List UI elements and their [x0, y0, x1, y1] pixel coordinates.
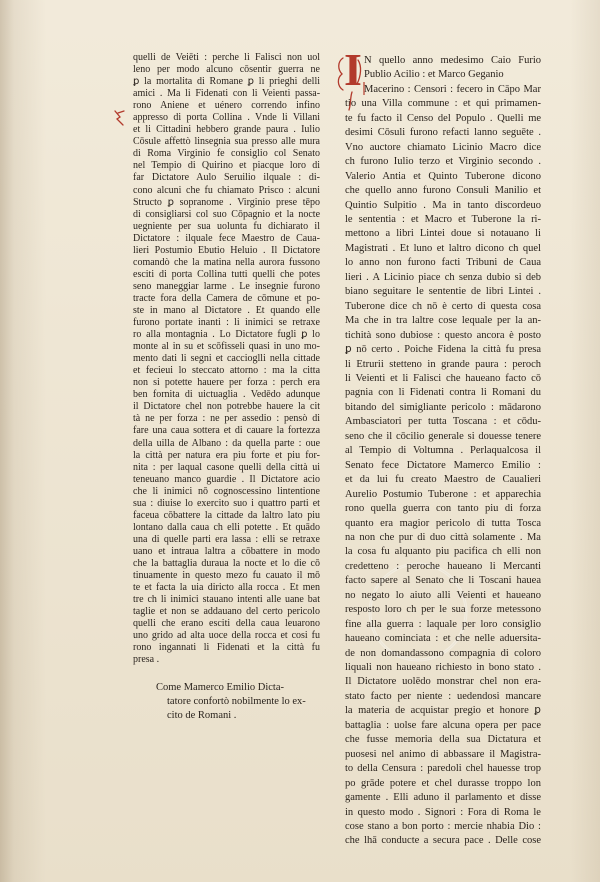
chapter-heading-line: Come Mamerco Emilio Dicta-: [156, 682, 285, 693]
text-line: teneuano manco guardie . Il Dictatore acio: [133, 473, 321, 485]
text-line: resposto loro ch per le sua forze metessono: [345, 604, 541, 616]
text-line: Il Dictatore uolēdo monstrar chel non era-: [345, 676, 541, 688]
text-line: la cosa fu alquanto piu pacifica ch elli non: [345, 546, 542, 558]
text-line: stato facto per niente : uedendosi mancare: [345, 690, 541, 702]
text-line: la città per natura era piu forte et piu for-: [133, 449, 320, 461]
text-line: rono quella guerra con tanto piu di forza: [345, 503, 541, 515]
text-line: faceua cōbattere la cittade da laltro lato piu: [133, 509, 320, 521]
text-line: la materia de acquistar pregio et honore ꝑ: [345, 705, 541, 717]
text-line: N quello anno medesimo Caio Furio: [364, 55, 542, 66]
text-line: che quello anno furono Consuli Manilio et: [345, 185, 541, 197]
text-line: ch furono Iulio terzo et Virginio secondo .: [345, 156, 542, 168]
text-line: Publio Acilio : et Marco Geganio: [364, 69, 504, 81]
text-line: le sententia : et Macro et Tuberone la ri-: [345, 213, 541, 225]
text-line: uano et intraua laltra a cōbattere in modo: [133, 545, 320, 557]
text-line: Ambasciatori per tutta Toscana : et cōdu-: [345, 416, 542, 428]
text-line: Magistrati . Et luno et laltro dicono ch quel: [345, 242, 541, 254]
text-line: quelli che erano esciti della caua leuarono: [133, 618, 321, 630]
text-line: te et facta la uia diricto alla rocca . Et men: [133, 582, 320, 594]
text-line: esciti di porta Collina tutti quelli che potes: [133, 268, 320, 280]
text-line: di consigliarsi col suo Cōpagnio et la nocte: [133, 208, 321, 220]
text-line: sua : diuise lo exercito suo i quattro parti et: [133, 497, 320, 509]
text-line: tracte fora della Camera de cōmune et po-: [133, 292, 321, 304]
text-line: furono portate inanti : li inimici se retraxe: [133, 317, 320, 329]
text-line: amici . Ma li Fidenati con li Veienti passa-: [133, 88, 321, 100]
text-line: Structo ꝑ sopranome . Virginio prese tēpo: [133, 196, 320, 208]
text-line: lieri . A Licinio piace ch senza dubio si deb: [345, 271, 542, 283]
left-text-column: [133, 52, 321, 670]
chapter-heading-line: tatore confortò nobilmente lo ex-: [167, 696, 306, 707]
text-line: Ma che in tra laltre cose lequale per la an-: [345, 315, 541, 327]
text-line: no negato lo aiuto alli Veienti et haueano: [345, 589, 541, 601]
marginal-mark: [115, 111, 124, 125]
text-line: po grāde potere et chel durasse troppo lon: [345, 777, 541, 789]
text-line: rono ingannati li Fidenati et la città fu: [133, 642, 320, 654]
text-line: nita : per laqual casone quelli della città ui: [133, 461, 320, 473]
text-line: lo anno non furono facti Tribuni de Caua: [345, 257, 541, 269]
text-line: cose stano a bon porto : mercie nhabia Dio :: [345, 821, 541, 833]
text-line: non si potette hauere per forza : perch era: [133, 377, 320, 389]
text-line: Tuberone dice ch nō è certo di questa cosa: [345, 300, 541, 312]
text-line: et fecieui lo steccato attorno : ma la citta: [133, 365, 321, 377]
text-line: ꝑ la mortalita di Romane ꝑ li prieghi delli: [133, 76, 321, 88]
text-line: facto sapere al Senato che li Toscani hauea: [345, 575, 541, 587]
text-line: bitando del simigliante pericolo : mādarono: [345, 401, 542, 413]
chapter-heading-line: cito de Romani .: [167, 710, 237, 721]
text-line: Vno auctore chiamato Licinio Macro dice: [345, 141, 542, 153]
text-line: quanto era magior pericolo di tutta Tosca: [345, 517, 542, 529]
text-line: Dictatore : ilquale fece Maestro de Caua-: [133, 232, 321, 244]
text-line: li Veienti et li Falisci che haueano facto cō: [345, 372, 542, 384]
text-line: na non che pur di duo città solamente . Ma: [345, 531, 541, 543]
text-line: uno grido ad alta uoce della rocca et cosi fu: [133, 630, 320, 642]
text-line: to della Censura : paredoli chel hauesse trop: [345, 763, 542, 775]
text-line: uegniente per sua uolunta fu dichiarato il: [133, 220, 320, 232]
text-line: puosesi nel animo di abbassare il Magistra-: [345, 748, 541, 760]
text-line: tre ch li inimici stauano intenti alle uane bat: [133, 594, 321, 606]
text-line: Valerio Antia et Quinto Tuberone dicono: [345, 170, 541, 182]
text-line: cono alcuni che fu chiamato Prisco : alcuni: [133, 184, 321, 196]
text-line: il Dictatore chel non potrebbe hauere la cit: [133, 401, 320, 413]
text-line: ꝑ nō certo . Poiche Fidena la città fu presa: [345, 344, 542, 356]
text-line: fare una caua sottera et di cauare la fortezza: [133, 425, 321, 437]
text-line: battaglia : uolse fare alcuna opera per pace: [345, 719, 542, 731]
decorated-initial-letter: I: [344, 44, 362, 95]
text-line: biano seguitare le sententie de libri Lintei .: [345, 286, 541, 298]
text-line: Aurelio Postumio Tuberone : et apparechia: [345, 488, 542, 500]
text-line: leno per modo alcuno cōsentir guerra ne: [133, 64, 320, 76]
text-line: lieri Postumio Ebutio Heluio . Il Dictatore: [133, 244, 321, 256]
text-line: mento dati li segni et caccioglli nella cittade: [133, 353, 320, 365]
text-line: che fusse memoria della sua Dictatura et: [345, 734, 542, 746]
text-line: Macerino : Censori : fecero in Cāpo Mar: [364, 83, 541, 95]
text-line: presa .: [133, 654, 160, 666]
text-line: nel Tempio di Quirino et piacque loro di: [133, 160, 320, 172]
text-line: al Tempio di Voltumna . Perlaqualcosa il: [345, 445, 542, 457]
text-line: una di quelle parti era lassa : elli se retraxe: [133, 533, 320, 545]
text-line: Quintio Sulpitio . Ma in tanto discordeuo: [345, 199, 541, 211]
text-line: Cōsule affettò linsegnia sua presso alle mura: [133, 136, 320, 148]
text-line: Senato fece Dictatore Mamerco Emilio :: [345, 459, 541, 471]
text-line: desimi Cōsuli furono refacti lanno seguēte .: [345, 127, 542, 139]
text-line: tinuamente in questo mezo fu cauato il mō: [133, 570, 321, 582]
text-line: li Etrurii stetteno in grande paura : peroch: [345, 358, 541, 370]
text-line: mettono a libri Lintei doue si notauano li: [345, 228, 541, 240]
text-line: ben fornita di uictuaglia . Vedēdo adunque: [133, 389, 321, 401]
text-line: pagnia con li Fidenati contra li Romani du: [345, 387, 541, 399]
text-line: seno che il cōcilio generale si douesse tenere: [345, 430, 542, 442]
text-line: taglie et non se addauano del certo pericolo: [133, 606, 320, 618]
text-line: di Roma Virginio fe consiglio col Senato: [133, 148, 320, 160]
right-text-column: [345, 54, 542, 852]
text-line: haueano cominciata : et che nelle aduersita-: [345, 633, 541, 645]
text-line: in questo modo . Signori : Fora di Roma le: [345, 806, 541, 818]
text-line: fine alla guerra : laquale per loro consiglio: [345, 618, 542, 630]
text-line: che la battaglia duraua la nocte et lo die cō: [133, 557, 320, 569]
text-line: tio una Villa commune : et qui primamen-: [345, 98, 541, 110]
text-line: lontano dalla caua ch elli potette . Et quādo: [133, 521, 320, 533]
text-line: appresso di porta Collina . Vnde li Villani: [133, 112, 321, 124]
text-line: far Dictatore Aulo Seruilio ilquale : di-: [133, 172, 321, 184]
text-line: te fu facto il Censo del Populo . Quelli me: [345, 112, 542, 124]
text-line: ro alla montagnia . Lo Dictatore fugli ꝑ lo: [133, 329, 320, 341]
text-line: credetteno : peroche haueano li Mercanti: [345, 560, 542, 572]
text-line: et li Cittadini hebbero grande paura . Iulio: [133, 124, 320, 136]
text-line: comandò che la matina nella aurora fussono: [133, 256, 321, 268]
text-line: monte al in su et scōfisseli quasi in uno mo-: [133, 341, 320, 353]
text-line: della uilla de Albano : da quella parte : oue: [133, 437, 321, 449]
text-line: che lhā conducte a secura pace . Delle cose: [345, 835, 541, 847]
text-line: gamente . Elli aduno il parlamento et disse: [345, 792, 541, 804]
text-line: tà ne per forza : ne per assedio : pensò di: [133, 413, 320, 425]
text-line: et da lui fu creato Maestro de Caualieri: [345, 474, 541, 486]
text-line: che li inimici nō cognoscessino lintentione: [133, 485, 321, 497]
text-line: de non domandassono compagnia di coloro: [345, 647, 542, 659]
text-line: seno maneggiar larme . Le insegnie furono: [133, 280, 320, 292]
text-line: tichità sono dubiose : questo ancora è posto: [345, 329, 541, 341]
chapter-heading: [156, 681, 326, 723]
text-line: liquali non haueano richiesto in bono stato .: [345, 662, 541, 674]
text-line: quelli de Veiēti : perche li Falisci non uol: [133, 52, 321, 63]
text-line: ste in mano al Dictatore . Et quando elle: [133, 304, 321, 316]
text-line: rono Aniene et uénero correndo infino: [133, 100, 321, 112]
